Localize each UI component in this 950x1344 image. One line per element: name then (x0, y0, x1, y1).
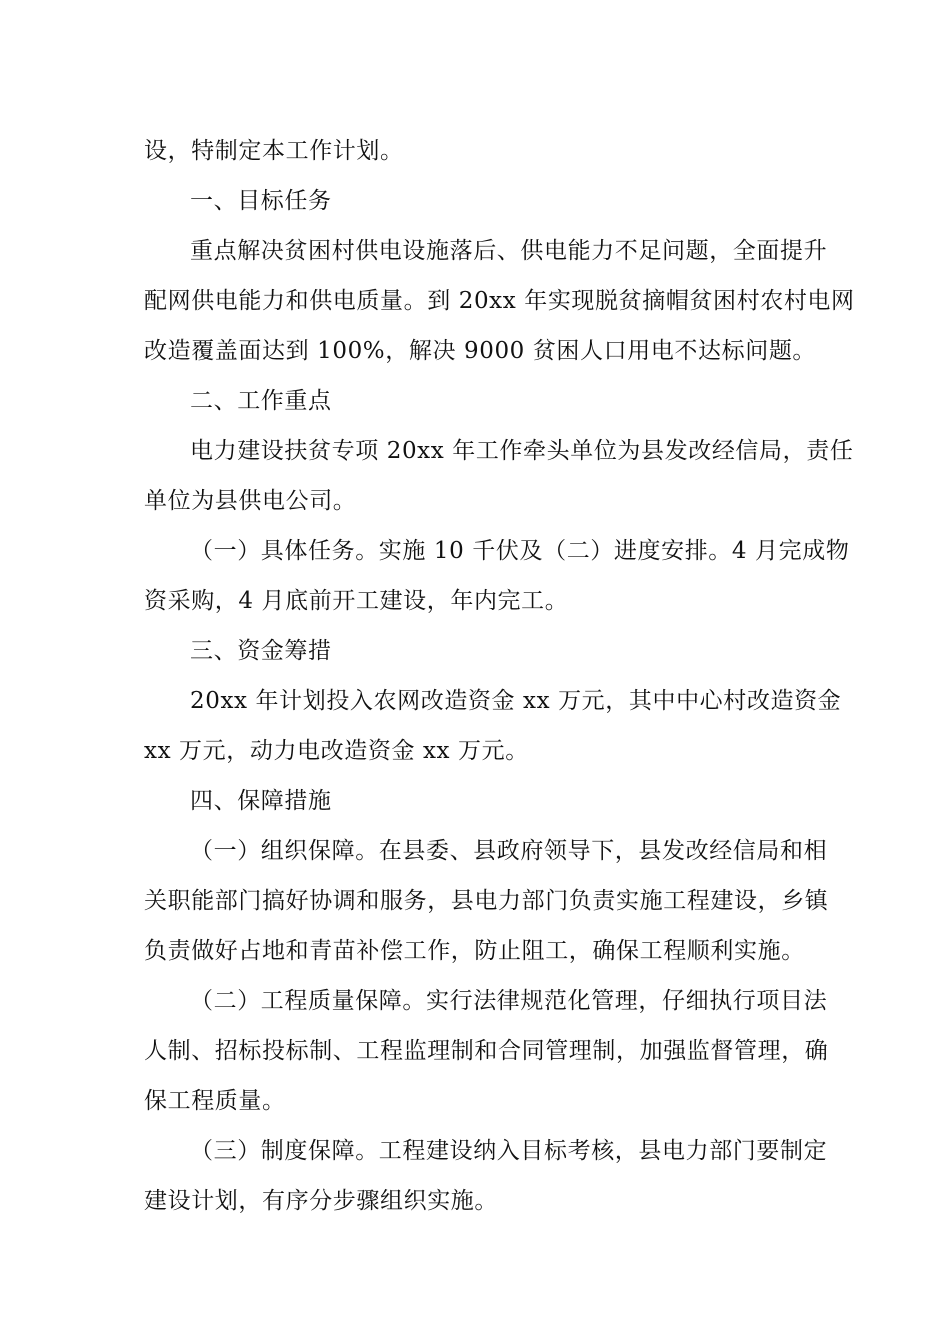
paragraph-line: 电力建设扶贫专项 20xx 年工作牵头单位为县发改经信局，责任 (190, 438, 854, 464)
paragraph-line: （一）组织保障。在县委、县政府领导下，县发改经信局和相 (190, 838, 828, 864)
paragraph-line: 人制、招标投标制、工程监理制和合同管理制，加强监督管理，确 (144, 1038, 829, 1064)
section-heading: 一、目标任务 (190, 188, 332, 214)
text-line: 设，特制定本工作计划。 (144, 138, 404, 164)
paragraph-line: 建设计划，有序分步骤组织实施。 (144, 1188, 498, 1214)
paragraph-line: 改造覆盖面达到 100%，解决 9000 贫困人口用电不达标问题。 (144, 338, 817, 364)
paragraph-line: 保工程质量。 (144, 1088, 286, 1114)
paragraph-line: 配网供电能力和供电质量。到 20xx 年实现脱贫摘帽贫困村农村电网 (144, 288, 855, 314)
paragraph-line: xx 万元，动力电改造资金 xx 万元。 (144, 738, 529, 764)
section-heading: 四、保障措施 (190, 788, 332, 814)
paragraph-line: 负责做好占地和青苗补偿工作，防止阻工，确保工程顺利实施。 (144, 938, 805, 964)
paragraph-line: （三）制度保障。工程建设纳入目标考核，县电力部门要制定 (190, 1138, 828, 1164)
paragraph-line: 20xx 年计划投入农网改造资金 xx 万元，其中中心村改造资金 (190, 688, 842, 714)
paragraph-line: （一）具体任务。实施 10 千伏及（二）进度安排。4 月完成物 (190, 538, 850, 564)
section-heading: 二、工作重点 (190, 388, 332, 414)
paragraph-line: 关职能部门搞好协调和服务，县电力部门负责实施工程建设，乡镇 (144, 888, 829, 914)
section-heading: 三、资金筹措 (190, 638, 332, 664)
paragraph-line: 重点解决贫困村供电设施落后、供电能力不足问题，全面提升 (190, 238, 828, 264)
paragraph-line: 单位为县供电公司。 (144, 488, 357, 514)
paragraph-line: （二）工程质量保障。实行法律规范化管理，仔细执行项目法 (190, 988, 828, 1014)
paragraph-line: 资采购，4 月底前开工建设，年内完工。 (144, 588, 569, 614)
